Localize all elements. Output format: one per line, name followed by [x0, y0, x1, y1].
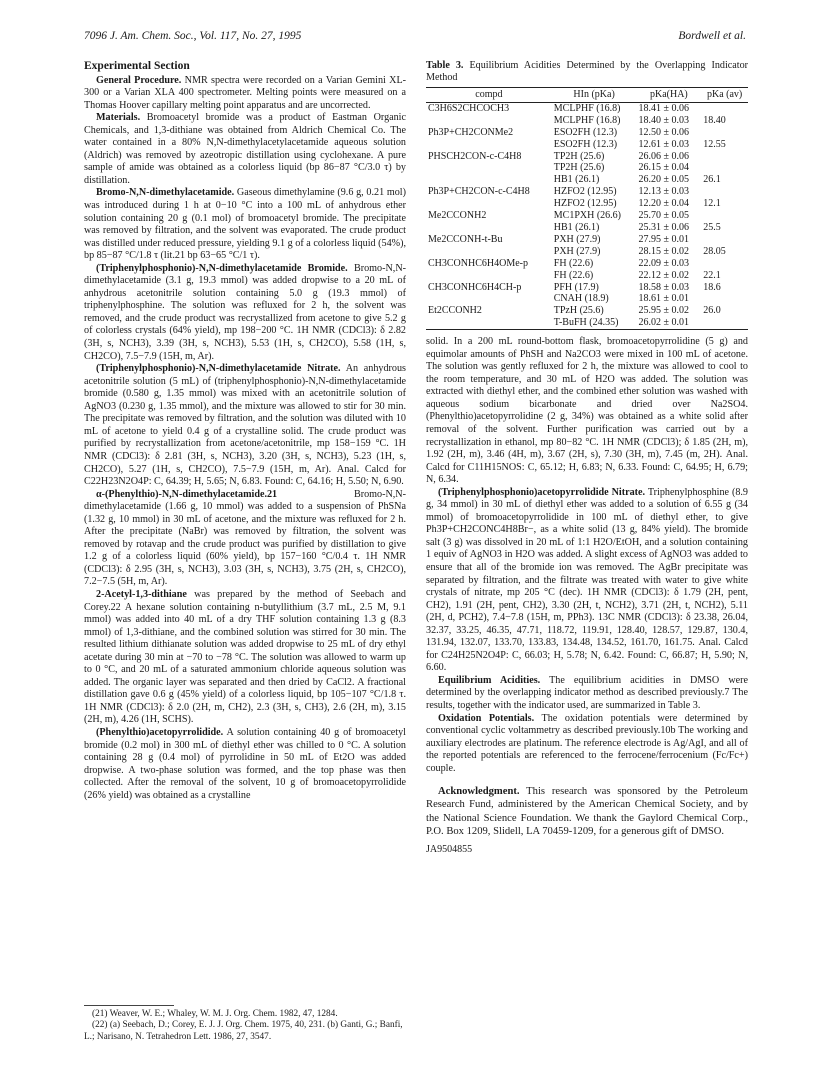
- table-cell: 18.40: [703, 114, 726, 126]
- column-header: compd: [426, 88, 552, 103]
- paragraph: [84, 75, 406, 113]
- table-cell: CH3CONHC6H4CH-p: [428, 281, 522, 293]
- column-header: HIn (pKa): [552, 88, 637, 103]
- table-cell: PHSCH2CON-c-C4H8: [428, 150, 522, 162]
- table-cell: ESO2FH (12.3): [553, 138, 618, 150]
- acidity-table: [426, 87, 748, 330]
- table-cell: [701, 127, 748, 139]
- table-cell: 18.41 ± 0.06: [638, 102, 689, 114]
- table-cell: [426, 174, 552, 186]
- table-cell: 12.50 ± 0.06: [638, 126, 689, 138]
- table-cell: 27.95 ± 0.01: [638, 233, 689, 245]
- table-cell: PXH (27.9): [553, 233, 601, 245]
- table-row: [426, 127, 748, 139]
- footnote: (22) (a) Seebach, D.; Corey, E. J. J. Org. Chem. 1975, 40, 231. (b) Ganti, G.; Banfi, L.; Narisano, N. Tetrahedron Lett. 1986, 27, 3547.: [84, 1020, 403, 1042]
- table-cell: HB1 (26.1): [553, 174, 600, 186]
- paragraph: [84, 363, 406, 488]
- run-in-heading: Bromo-N,N-dimethylacetamide.: [96, 187, 235, 199]
- column-header: pKa (av): [701, 88, 748, 103]
- run-in-heading: Equilibrium Acidities.: [438, 674, 541, 686]
- paragraph: [84, 589, 406, 727]
- run-in-heading: (Triphenylphosphonio)-N,N-dimethylacetamide Bromide.: [96, 262, 348, 274]
- table-cell: Me2CCONH2: [428, 210, 487, 222]
- ja-code: JA9504855: [426, 844, 473, 856]
- paragraph: [426, 713, 748, 776]
- paragraph-text: Bromoacetyl bromide was a product of Eastman Organic Chemicals, and 1,3-dithiane was obtained from Aldrich Chemical Co. The water contained in a 80% N,N-dimethylacetylacetamide aqueous solution (Aldrich) was removed by azeotropic distillation using cyclohexane. A pure sample of amide was obtained as a colorless liquid (bp 86−87 °C/3.0 τ) by distillation.: [84, 112, 406, 186]
- table-row: [426, 162, 748, 174]
- table-caption: [426, 60, 748, 84]
- run-in-heading: Materials.: [96, 112, 141, 124]
- run-in-heading: (Triphenylphosphonio)acetopyrrolidide Nitrate.: [438, 486, 646, 498]
- run-in-heading: 2-Acetyl-1,3-dithiane: [96, 588, 187, 600]
- table-row: [426, 246, 748, 258]
- table-cell: 26.06 ± 0.06: [638, 150, 689, 162]
- column-header: pKa(HA): [636, 88, 701, 103]
- table-cell: 26.0: [703, 305, 721, 317]
- table-cell: 28.15 ± 0.02: [638, 245, 689, 257]
- table-cell: [701, 151, 748, 163]
- table-cell: 12.13 ± 0.03: [638, 186, 689, 198]
- table-cell: T-BuFH (24.35): [553, 317, 619, 329]
- acknowledgment-head: Acknowledgment.: [438, 786, 520, 798]
- table-cell: 28.05: [703, 245, 726, 257]
- paragraph: [426, 336, 748, 487]
- table-row: [426, 282, 748, 294]
- table-cell: [701, 293, 748, 305]
- table-cell: PFH (17.9): [553, 281, 599, 293]
- table-cell: MCLPHF (16.8): [553, 114, 621, 126]
- table-cell: 18.58 ± 0.03: [638, 281, 689, 293]
- paragraph-text: NMR spectra were recorded on a Varian Gemini XL-300 or a Varian XLA 400 spectrometer. Melting points were measured on a Thomas Hoover capillary melting point apparatus and are uncorrected.: [84, 74, 407, 111]
- paragraph-text: An anhydrous acetonitrile solution (5 mL) of (triphenylphosphonio)-N,N-dimethylacetamide bromide (0.580 g, 1.35 mmol) was mixed with an acetonitrile solution of AgNO3 (0.230 g, 1.35 mmol), and the mixture was allowed to stir for 30 min. The precipitate was removed by filtration, and the solution was diluted with 10 mL of acetone to yield 0.4 g of a crystalline solid. The crude product was purified by recrystallization from acetone/acetonitrile, mp 158−159 °C. 1H NMR (CDCl3): δ 2.81 (3H, s, NCH3), 3.20 (3H, s, NCH3), 5.23 (1H, s, CH2CO), 5.27 (1H, s, CH2CO), 7.5−7.9 (15H, m, Ar). Anal. Calcd for C22H23N2O4P: C, 64.39; H, 5.65; N, 6.83. Found: C, 64.16; H, 5.50; N, 6.90.: [84, 363, 406, 488]
- table-row: [426, 293, 748, 305]
- paragraph-text: Gaseous dimethylamine (9.6 g, 0.21 mol) was introduced during 1 h at 0−10 °C into a 100 mL of anhydrous ether solution containing 20 g (0.1 mol) of bromoacetyl bromide. The precipitate was removed by filtration, and the solvent was evaporated. The crude product was distilled under reduced pressure, yielding 9.1 g of a colorless liquid (54%), bp 85−87 °C/1.8 τ (lit.21 bp 63−65 °C/1 τ).: [84, 187, 406, 262]
- running-head-left: 7096 J. Am. Chem. Soc., Vol. 117, No. 27, 1995: [84, 30, 302, 42]
- footnote: (21) Weaver, W. E.; Whaley, W. M. J. Org. Chem. 1982, 47, 1284.: [92, 1009, 338, 1019]
- table-cell: 12.20 ± 0.04: [638, 198, 689, 210]
- paragraph: [426, 487, 748, 675]
- table-cell: C3H6S2CHCOCH3: [428, 102, 510, 114]
- table-row: [426, 186, 748, 198]
- table-row: [426, 210, 748, 222]
- table-cell: 26.02 ± 0.01: [638, 317, 689, 329]
- table-cell: [426, 139, 552, 151]
- paragraph-text: Bromo-N,N-dimethylacetamide (3.1 g, 19.3 mmol) was added dropwise to a 20 mL of anhydrous acetonitrile solution containing 5.0 g (19.3 mmol) of triphenylphosphine. The solution was refluxed for 2 h, the solvent was removed, and the crude product was recrystallized from acetone to give 5.2 g of colorless crystals (64% yield), mp 198−200 °C. 1H NMR (CDCl3): δ 2.82 (3H, s, NCH3), 3.39 (3H, s, NCH3), 5.53 (1H, s, CH2CO), 5.58 (1H, s, CH2CO), 7.5−7.9 (15H, m, Ar).: [84, 262, 407, 362]
- table-header-row: [426, 88, 748, 103]
- acknowledgment-text: This research was sponsored by the Petroleum Research Fund, administered by the American Chemical Society, and by the National Science Foundation. We thank the Gaylord Chemical Corp., P.O. Box 1209, Slidell, LA 70459-1209, for a generous gift of DMSO.: [426, 786, 748, 837]
- paragraph: [84, 727, 406, 802]
- table-cell: 22.12 ± 0.02: [638, 269, 689, 281]
- footnotes: [84, 1005, 406, 1043]
- paragraph-text: was prepared by the method of Seebach and Corey.22 A hexane solution containing n-butyllithium (3.7 mL, 2.5 M, 9.1 mmol) was added into 40 mL of a dry THF solution containing 1.3 g (8.3 mmol) of 1,3-dithiane, and the combined solution was stirred for 30 min. The resulted lithium dithianate solution was added dropwise to 25 mL of dry ethyl acetate during 30 min at −70 to −78 °C. The solution was allowed to warm up to 0 °C, and 20 mL of a saturated ammonium chloride aqueous solution was added. The organic layer was separated and then dried by CaCl2. A fractional distillation gave 0.6 g (45% yield) of a colorless liquid, bp 105−107 °C/1.8 τ. 1H NMR (CDCl3): δ 2.0 (2H, m, CH2), 2.3 (3H, s, CH3), 2.6 (2H, m), 3.15 (2H, m), 4.26 (1H, SCHS).: [84, 588, 406, 726]
- table-cell: [426, 293, 552, 305]
- footnote-rule: [84, 1005, 174, 1006]
- table-cell: 18.6: [703, 281, 721, 293]
- table-cell: [701, 317, 748, 329]
- paragraph-text: A solution containing 40 g of bromoacetyl bromide (0.2 mol) in 300 mL of diethyl ether was chilled to 0 °C. A solution containing 28 g (0.4 mol) of pyrrolidine in 50 mL of Et2O was added dropwise. A two-phase solution was formed, and the top phase was then collected. After the removal of the solvent, 10 g of bromoacetopyrrolidide (26% yield) was obtained as a crystalline: [84, 726, 406, 801]
- table-cell: 12.61 ± 0.03: [638, 138, 689, 150]
- table-cell: [701, 258, 748, 270]
- table-caption-label: Table 3.: [426, 60, 464, 71]
- table-cell: HZFO2 (12.95): [553, 186, 617, 198]
- right-paragraphs: [426, 336, 748, 775]
- paragraph-text: Triphenylphosphine (8.9 g, 34 mmol) in 30 mL of diethyl ether was added to a solution of 6.55 g (34 mmol) of bromoacetopyrrolidide in 100 mL of diethyl ether, to give Ph3P+CH2CONC4H8Br−, as a white solid (13 g, 84% yield). The bromide salt (3 g) was dissolved in 20 mL of 1:1 H2O/EtOH, and a solution containing 1 equiv of AgNO3 in H2O was added. A slight excess of AgNO3 was added to ensure that all of the bromide ion was removed. The AgBr precipitate was separated by filtration, and the filtrate was treated with water to give white crystals of nitrate, mp 205 °C (dec). 1H NMR (CDCl3): δ 1.79 (2H, pent, CH2), 1.91 (2H, pent, CH2), 3.30 (2H, t, NCH2), 3.71 (2H, t, NCH2), 5.11 (2H, d, PCH2), 7.4−7.8 (15H, m, PPh3). 13C NMR (CDCl3): δ 23.38, 26.04, 32.37, 33.25, 46.35, 47.71, 118.72, 119.91, 128.40, 128.57, 129.87, 130.4, 131.94, 132.07, 133.70, 133.83, 134.48, 134.52, 161.70, 161.75. Anal. Calcd for C24H25N2O4P: C, 66.03; H, 5.78; N, 6.42. Found: C, 66.87; H, 5.90; N, 6.60.: [426, 486, 748, 674]
- table-cell: Me2CCONH-t-Bu: [428, 233, 503, 245]
- table-cell: 22.09 ± 0.03: [638, 257, 689, 269]
- table-cell: 26.1: [703, 174, 721, 186]
- table-cell: MC1PXH (26.6): [553, 210, 621, 222]
- table-cell: 25.95 ± 0.02: [638, 305, 689, 317]
- table-cell: [426, 270, 552, 282]
- table-cell: TP2H (25.6): [553, 162, 605, 174]
- table-cell: Ph3P+CH2CON-c-C4H8: [428, 186, 530, 198]
- table-cell: CH3CONHC6H4OMe-p: [428, 257, 528, 269]
- table-row: [426, 151, 748, 163]
- table-row: [426, 258, 748, 270]
- run-in-heading: General Procedure.: [96, 74, 182, 86]
- table-cell: 26.15 ± 0.04: [638, 162, 689, 174]
- table-cell: FH (22.6): [553, 257, 594, 269]
- table-body: [426, 102, 748, 329]
- table-caption-text: Equilibrium Acidities Determined by the Overlapping Indicator Method: [426, 60, 749, 83]
- run-in-heading: α-(Phenylthio)-N,N-dimethylacetamide.21: [96, 488, 278, 500]
- acknowledgment: [426, 785, 748, 838]
- table-cell: 12.55: [703, 138, 726, 150]
- table-cell: [426, 162, 552, 174]
- table-cell: 25.31 ± 0.06: [638, 221, 689, 233]
- paragraph-text: Bromo-N,N-dimethylacetamide (1.66 g, 10 mmol) was added to a suspension of PhSNa (1.32 g, 10 mmol) in 30 mL of acetone, and the mixture was refluxed for 2 h. After the precipitate (NaBr) was removed by filtration, the solvent was removed by rotavap and the crude product was purified by distillation to give 1.2 g of a colorless liquid (60% yield), bp 157−160 °C/0.4 τ. 1H NMR (CDCl3): δ 2.95 (3H, s, NCH3), 3.03 (3H, s, NCH3), 3.75 (2H, s, CH2CO), 7.2−7.5 (5H, m, Ar).: [84, 488, 406, 588]
- table-row: [426, 270, 748, 282]
- table-cell: TPzH (25.6): [553, 305, 604, 317]
- table-row: [426, 174, 748, 186]
- table-cell: [701, 162, 748, 174]
- table-cell: 18.40 ± 0.03: [638, 114, 689, 126]
- table-cell: 18.61 ± 0.01: [638, 293, 689, 305]
- paragraph: [84, 187, 406, 262]
- table-cell: [701, 210, 748, 222]
- table-cell: 25.5: [703, 221, 721, 233]
- right-column: [426, 60, 748, 857]
- run-in-heading: (Phenylthio)acetopyrrolidide.: [96, 726, 224, 738]
- paragraph: [84, 112, 406, 187]
- paragraph: [84, 489, 406, 589]
- table-cell: TP2H (25.6): [553, 150, 605, 162]
- table-cell: 22.1: [703, 269, 721, 281]
- table-cell: HB1 (26.1): [553, 221, 600, 233]
- table-cell: ESO2FH (12.3): [553, 126, 618, 138]
- table-cell: [426, 222, 552, 234]
- table-cell: MCLPHF (16.8): [553, 102, 621, 114]
- table-row: [426, 102, 748, 114]
- left-paragraphs: [84, 75, 406, 803]
- table-cell: [426, 198, 552, 210]
- table-cell: [701, 234, 748, 246]
- table-cell: [426, 317, 552, 329]
- table-cell: HZFO2 (12.95): [553, 198, 617, 210]
- table-cell: [426, 246, 552, 258]
- run-in-heading: Oxidation Potentials.: [438, 712, 535, 724]
- table-cell: [426, 115, 552, 127]
- paragraph-text: The oxidation potentials were determined by conventional cyclic voltammetry as described previously.10b The working and auxiliary electrodes are platinum. The reference electrode is Ag/AgI, and all of the reported potentials are referenced to the ferrocene/ferrocenium (Fc/Fc+) couple.: [426, 712, 748, 774]
- table-row: [426, 222, 748, 234]
- table-cell: Et2CCONH2: [428, 305, 482, 317]
- table-row: [426, 234, 748, 246]
- page-header: [84, 30, 746, 46]
- table-cell: 25.70 ± 0.05: [638, 210, 689, 222]
- table-cell: Ph3P+CH2CONMe2: [428, 126, 514, 138]
- table-row: [426, 139, 748, 151]
- table-cell: CNAH (18.9): [553, 293, 609, 305]
- running-head-right: Bordwell et al.: [678, 30, 746, 42]
- section-title: Experimental Section: [84, 60, 190, 72]
- table-row: [426, 305, 748, 317]
- table-cell: PXH (27.9): [553, 245, 601, 257]
- table-row: [426, 115, 748, 127]
- table-row: [426, 317, 748, 329]
- table-cell: FH (22.6): [553, 269, 594, 281]
- paragraph-text: solid. In a 200 mL round-bottom flask, bromoacetopyrrolidine (5 g) and equimolar amounts of PhSH and Na2CO3 were mixed in 100 mL of acetone. The solution was gently refluxed for 2 h, the mixture was allowed to cool to the room temperature, and 30 mL of H2O was added. The solution was extracted with diethyl ether, and the combined ether solution was washed with aqueous sodium bicarbonate and dried over Na2SO4. (Phenylthio)acetopyrrolidine (2 g, 34%) was obtained as a white solid after removal of the solvent. Further purification was carried out by a recrystallization in ethanol, mp 80−82 °C. 1H NMR (CDCl3); δ 1.85 (2H, m), 1.92 (2H, m), 3.46 (4H, m), 3.67 (2H, s), 7.30 (3H, m), 7.45 (m, 2H). Anal. Calcd for C11H15NOS: C, 65.12; H, 6.83; N, 6.33. Found: C, 64.95; H, 6.79; N, 6.34.: [426, 336, 748, 486]
- paragraph: [426, 675, 748, 713]
- table-row: [426, 198, 748, 210]
- table-cell: 12.1: [703, 198, 721, 210]
- paragraph-text: The equilibrium acidities in DMSO were determined by the overlapping indicator method as described previously.7 The results, together with the indicator used, are summarized in Table 3.: [426, 674, 748, 711]
- table-cell: [701, 102, 748, 114]
- paragraph: [84, 263, 406, 363]
- table-cell: [701, 186, 748, 198]
- table-cell: 26.20 ± 0.05: [638, 174, 689, 186]
- run-in-heading: (Triphenylphosphonio)-N,N-dimethylacetamide Nitrate.: [96, 363, 341, 375]
- left-column: [84, 60, 406, 802]
